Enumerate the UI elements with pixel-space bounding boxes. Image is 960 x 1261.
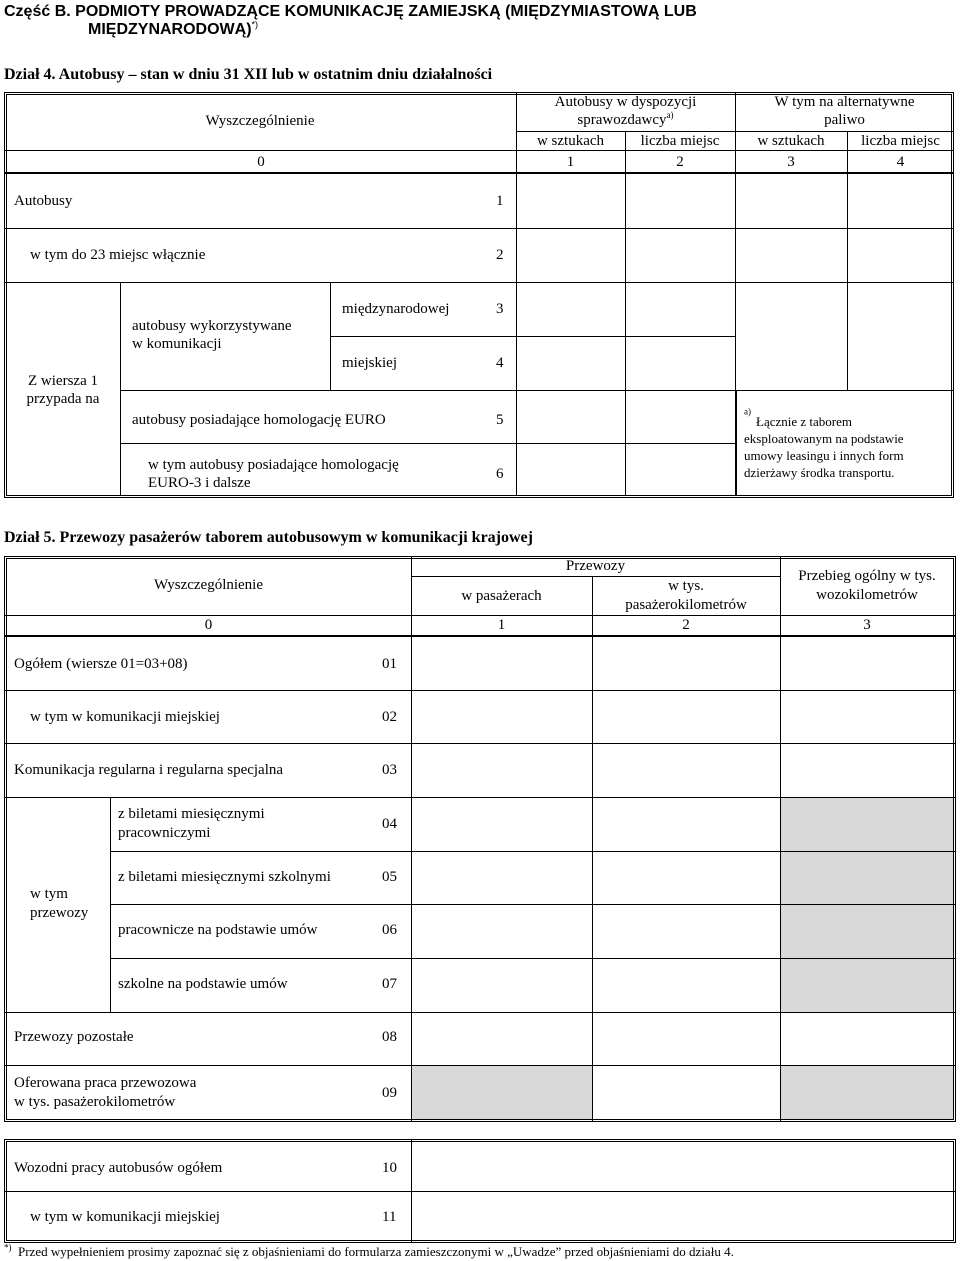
d5-row05-label: z biletami miesięcznymi szkolnymi xyxy=(118,869,331,885)
d5-col-spec: Wyszczególnienie xyxy=(153,577,264,593)
d4-row4-label: miejskiej xyxy=(342,355,397,371)
d4-col-group2-l2: paliwo xyxy=(824,112,865,128)
d4-row2-label: w tym do 23 miejsc włącznie xyxy=(30,247,206,263)
d5-row02-num: 02 xyxy=(382,709,397,725)
d4-row6-num: 6 xyxy=(496,466,504,482)
footnote: *) Przed wypełnieniem prosimy zapoznać się z objaśnieniami do formularza zamieszczonymi w „Uwadze” przed objaśnieniami do działu 4. xyxy=(4,1242,734,1259)
d4-sub-miejsc-2: liczba miejsc xyxy=(861,133,940,149)
d4-note-line-3: umowy leasingu i innych form xyxy=(744,448,904,463)
d5-sub-tys-2: pasażerokilometrów xyxy=(625,597,747,613)
d4-row3-num: 3 xyxy=(496,301,504,317)
d4-col-group1-l1: Autobusy w dyspozycji xyxy=(554,94,697,110)
d5-row01-label: Ogółem (wiersze 01=03+08) xyxy=(14,656,188,672)
d5-colnum-2: 2 xyxy=(682,617,690,633)
part-title-line1: Część B. PODMIOTY PROWADZĄCE KOMUNIKACJĘ ZAMIEJSKĄ (MIĘDZYMIASTOWĄ LUB xyxy=(4,3,697,20)
d4-col-group2-l1: W tym na alternatywne xyxy=(774,94,915,110)
d4-col-group1-l2: sprawozdawcy$^{a)}$ xyxy=(577,110,674,128)
d4-row1-num: 1 xyxy=(496,193,504,209)
d4-sub-miejsc-1: liczba miejsc xyxy=(640,133,720,149)
d4-note-line-2: eksploatowanym na podstawie xyxy=(744,431,904,446)
d5-row02-label: w tym w komunikacji miejskiej xyxy=(30,709,220,725)
d5-group-1: w tym xyxy=(30,886,68,902)
d4-colnum-2: 2 xyxy=(676,154,684,170)
d4-sub-sztukach-1: w sztukach xyxy=(536,133,605,149)
d5-sub-pasazerach: w pasażerach xyxy=(461,588,542,604)
d5-row04-num: 04 xyxy=(382,816,397,832)
d5-row08-label: Przewozy pozostałe xyxy=(14,1029,134,1045)
d4-colnum-1: 1 xyxy=(566,154,575,170)
d4-group-label-1: Z wiersza 1 xyxy=(28,373,98,389)
d5-row05-num: 05 xyxy=(382,869,397,885)
d4-sub-label-1: autobusy wykorzystywane xyxy=(132,318,292,334)
d4-row5-num: 5 xyxy=(496,412,504,428)
d5-row09-label-1: Oferowana praca przewozowa xyxy=(14,1075,197,1091)
d5-row03-num: 03 xyxy=(382,762,397,778)
d5-row09-label-2: w tys. pasażerokilometrów xyxy=(14,1094,176,1110)
d4-row6-label-2: EURO-3 i dalsze xyxy=(148,475,251,491)
d4-row4-num: 4 xyxy=(496,355,504,371)
part-title-line2: MIĘDZYNARODOWĄ)*) xyxy=(88,19,259,38)
d4-col-spec: Wyszczególnienie xyxy=(205,113,315,129)
d5-group-2: przewozy xyxy=(30,905,89,921)
d4-group-label-2: przypada na xyxy=(26,391,100,407)
d5-col-przebieg-2: wozokilometrów xyxy=(816,587,918,603)
dzial5-title: Dział 5. Przewozy pasażerów taborem autobusowym w komunikacji krajowej xyxy=(4,529,533,546)
d4-note-line-1: Łącznie z taborem xyxy=(756,414,852,429)
d5-row09-num: 09 xyxy=(382,1085,397,1101)
d5-row07-num: 07 xyxy=(382,976,397,992)
drivers-row10-num: 10 xyxy=(382,1160,397,1176)
d5-sub-tys-1: w tys. xyxy=(668,578,704,594)
d5-row03-label: Komunikacja regularna i regularna specjalna xyxy=(14,762,284,778)
d4-row6-label-1: w tym autobusy posiadające homologację xyxy=(148,457,399,473)
d5-colnum-1: 1 xyxy=(497,617,506,633)
drivers-row11-label: w tym w komunikacji miejskiej xyxy=(30,1209,220,1225)
d5-row01-num: 01 xyxy=(382,656,397,672)
d5-col-group: Przewozy xyxy=(565,558,626,574)
d5-row04-label-2: pracowniczymi xyxy=(118,825,211,841)
d4-row5-label: autobusy posiadające homologację EURO xyxy=(132,412,386,428)
d4-sub-label-2: w komunikacji xyxy=(132,336,222,352)
d5-row06-label: pracownicze na podstawie umów xyxy=(118,922,318,938)
d5-colnum-0: 0 xyxy=(204,617,213,633)
d5-row04-label-1: z biletami miesięcznymi xyxy=(118,806,265,822)
d4-colnum-3: 3 xyxy=(787,154,795,170)
dzial4-title: Dział 4. Autobusy – stan w dniu 31 XII lub w ostatnim dniu działalności xyxy=(4,66,493,83)
d4-colnum-0: 0 xyxy=(257,154,265,170)
d4-row3-label: międzynarodowej xyxy=(342,301,450,317)
d4-sub-sztukach-2: w sztukach xyxy=(757,133,825,149)
d5-row08-num: 08 xyxy=(382,1029,397,1045)
d4-row2-num: 2 xyxy=(496,247,504,263)
d4-note-line-4: dzierżawy środka transportu. xyxy=(744,465,895,480)
drivers-row11-num: 11 xyxy=(382,1209,397,1225)
d5-col-przebieg-1: Przebieg ogólny w tys. xyxy=(798,568,936,584)
d5-colnum-3: 3 xyxy=(863,617,871,633)
d5-row07-label: szkolne na podstawie umów xyxy=(118,976,288,992)
d4-colnum-4: 4 xyxy=(896,154,905,170)
d4-note-sup: a) xyxy=(744,406,751,417)
d4-row1-label: Autobusy xyxy=(14,193,73,209)
drivers-row10-label: Wozodni pracy autobusów ogółem xyxy=(14,1160,223,1176)
d5-row06-num: 06 xyxy=(382,922,397,938)
